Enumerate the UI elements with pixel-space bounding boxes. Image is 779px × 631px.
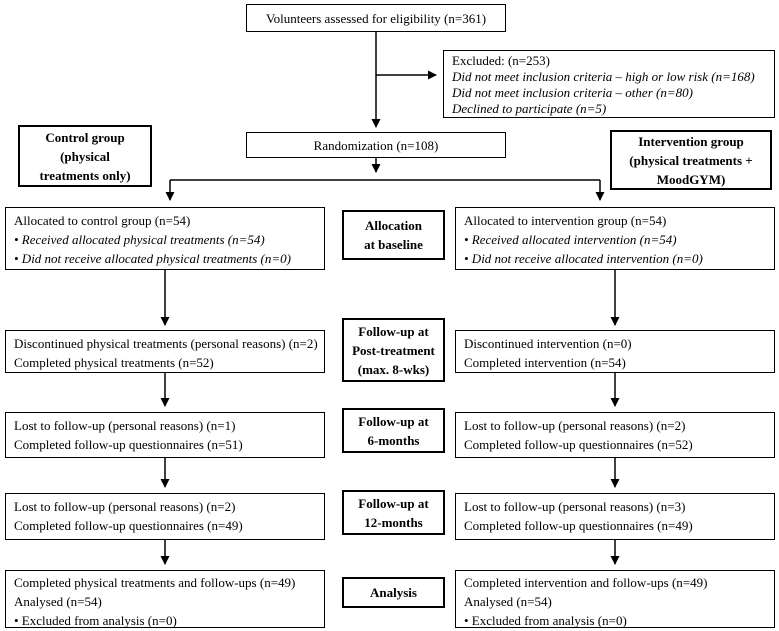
control-group-label-line3: treatments only): [39, 167, 131, 183]
intervention-12months-box: [455, 493, 775, 540]
stage-label-posttreatment: [342, 318, 445, 382]
stage-label-posttreatment-line2: Post-treatment: [352, 342, 435, 358]
eligibility-box: [246, 4, 506, 32]
intervention-group-label-line1: Intervention group: [638, 133, 744, 149]
control-analysis-line1: Completed physical treatments and follow-ups (n=49): [14, 575, 296, 590]
randomization-text: Randomization (n=108): [313, 137, 439, 153]
intervention-6months-line1: Lost to follow-up (personal reasons) (n=2): [464, 418, 686, 433]
control-posttreatment-line1: Discontinued physical treatments (personal reasons) (n=2): [14, 336, 318, 351]
intervention-analysis-line2: Analysed (n=54): [464, 594, 552, 609]
control-12months-line1: Lost to follow-up (personal reasons) (n=2): [14, 499, 236, 514]
control-12months-line2: Completed follow-up questionnaires (n=49): [14, 518, 243, 533]
intervention-6months-box: [455, 412, 775, 458]
control-posttreatment-box: [5, 330, 325, 373]
intervention-12months-line2: Completed follow-up questionnaires (n=49): [464, 518, 693, 533]
control-allocation-box: [5, 207, 325, 270]
stage-label-12months: [342, 490, 445, 535]
intervention-group-label-line3: MoodGYM): [656, 171, 726, 187]
stage-label-6months-line2: 6-months: [367, 432, 420, 448]
excluded-reason-2: Did not meet inclusion criteria – other (n=80): [452, 85, 693, 100]
intervention-group-label-line2: (physical treatments +: [629, 152, 753, 168]
intervention-allocation-line2: • Received allocated intervention (n=54): [464, 232, 677, 247]
control-12months-box: [5, 493, 325, 540]
control-analysis-box: [5, 570, 325, 628]
control-group-label-line2: (physical: [60, 148, 110, 164]
randomization-box: [246, 132, 506, 158]
stage-label-allocation-line2: at baseline: [364, 237, 423, 252]
intervention-analysis-line1: Completed intervention and follow-ups (n=49): [464, 575, 708, 590]
control-6months-box: [5, 412, 325, 458]
excluded-title: Excluded: (n=253): [452, 53, 550, 68]
stage-label-posttreatment-line3: (max. 8-wks): [357, 361, 430, 377]
stage-label-posttreatment-line1: Follow-up at: [358, 323, 429, 339]
intervention-posttreatment-box: [455, 330, 775, 373]
control-allocation-line2: • Received allocated physical treatments (n=54): [14, 232, 265, 247]
stage-label-analysis-line1: Analysis: [370, 585, 417, 600]
excluded-box: [443, 50, 775, 118]
stage-label-allocation: [342, 210, 445, 260]
stage-label-6months: [342, 408, 445, 453]
control-allocation-line3: • Did not receive allocated physical treatments (n=0): [14, 251, 291, 266]
intervention-posttreatment-line2: Completed intervention (n=54): [464, 355, 626, 370]
intervention-group-label-box: [610, 130, 772, 190]
excluded-reason-3: Declined to participate (n=5): [452, 101, 607, 116]
intervention-6months-line2: Completed follow-up questionnaires (n=52): [464, 437, 693, 452]
intervention-posttreatment-line1: Discontinued intervention (n=0): [464, 336, 632, 351]
intervention-allocation-line3: • Did not receive allocated intervention (n=0): [464, 251, 703, 266]
stage-label-12months-line1: Follow-up at: [358, 495, 429, 511]
excluded-reason-1: Did not meet inclusion criteria – high or low risk (n=168): [452, 69, 755, 84]
control-6months-line1: Lost to follow-up (personal reasons) (n=1): [14, 418, 236, 433]
control-group-label-box: [18, 125, 152, 187]
control-allocation-line1: Allocated to control group (n=54): [14, 213, 191, 228]
control-group-label-line1: Control group: [45, 129, 125, 145]
stage-label-12months-line2: 12-months: [364, 514, 423, 530]
intervention-allocation-box: [455, 207, 775, 270]
stage-label-analysis: [342, 577, 445, 608]
control-analysis-line2: Analysed (n=54): [14, 594, 102, 609]
intervention-analysis-line3: • Excluded from analysis (n=0): [464, 613, 627, 628]
eligibility-text: Volunteers assessed for eligibility (n=361): [265, 10, 487, 26]
control-analysis-line3: • Excluded from analysis (n=0): [14, 613, 177, 628]
stage-label-6months-line1: Follow-up at: [358, 413, 429, 429]
intervention-12months-line1: Lost to follow-up (personal reasons) (n=3): [464, 499, 686, 514]
intervention-analysis-box: [455, 570, 775, 628]
control-6months-line2: Completed follow-up questionnaires (n=51): [14, 437, 243, 452]
control-posttreatment-line2: Completed physical treatments (n=52): [14, 355, 214, 370]
intervention-allocation-line1: Allocated to intervention group (n=54): [464, 213, 667, 228]
stage-label-allocation-line1: Allocation: [364, 218, 423, 233]
